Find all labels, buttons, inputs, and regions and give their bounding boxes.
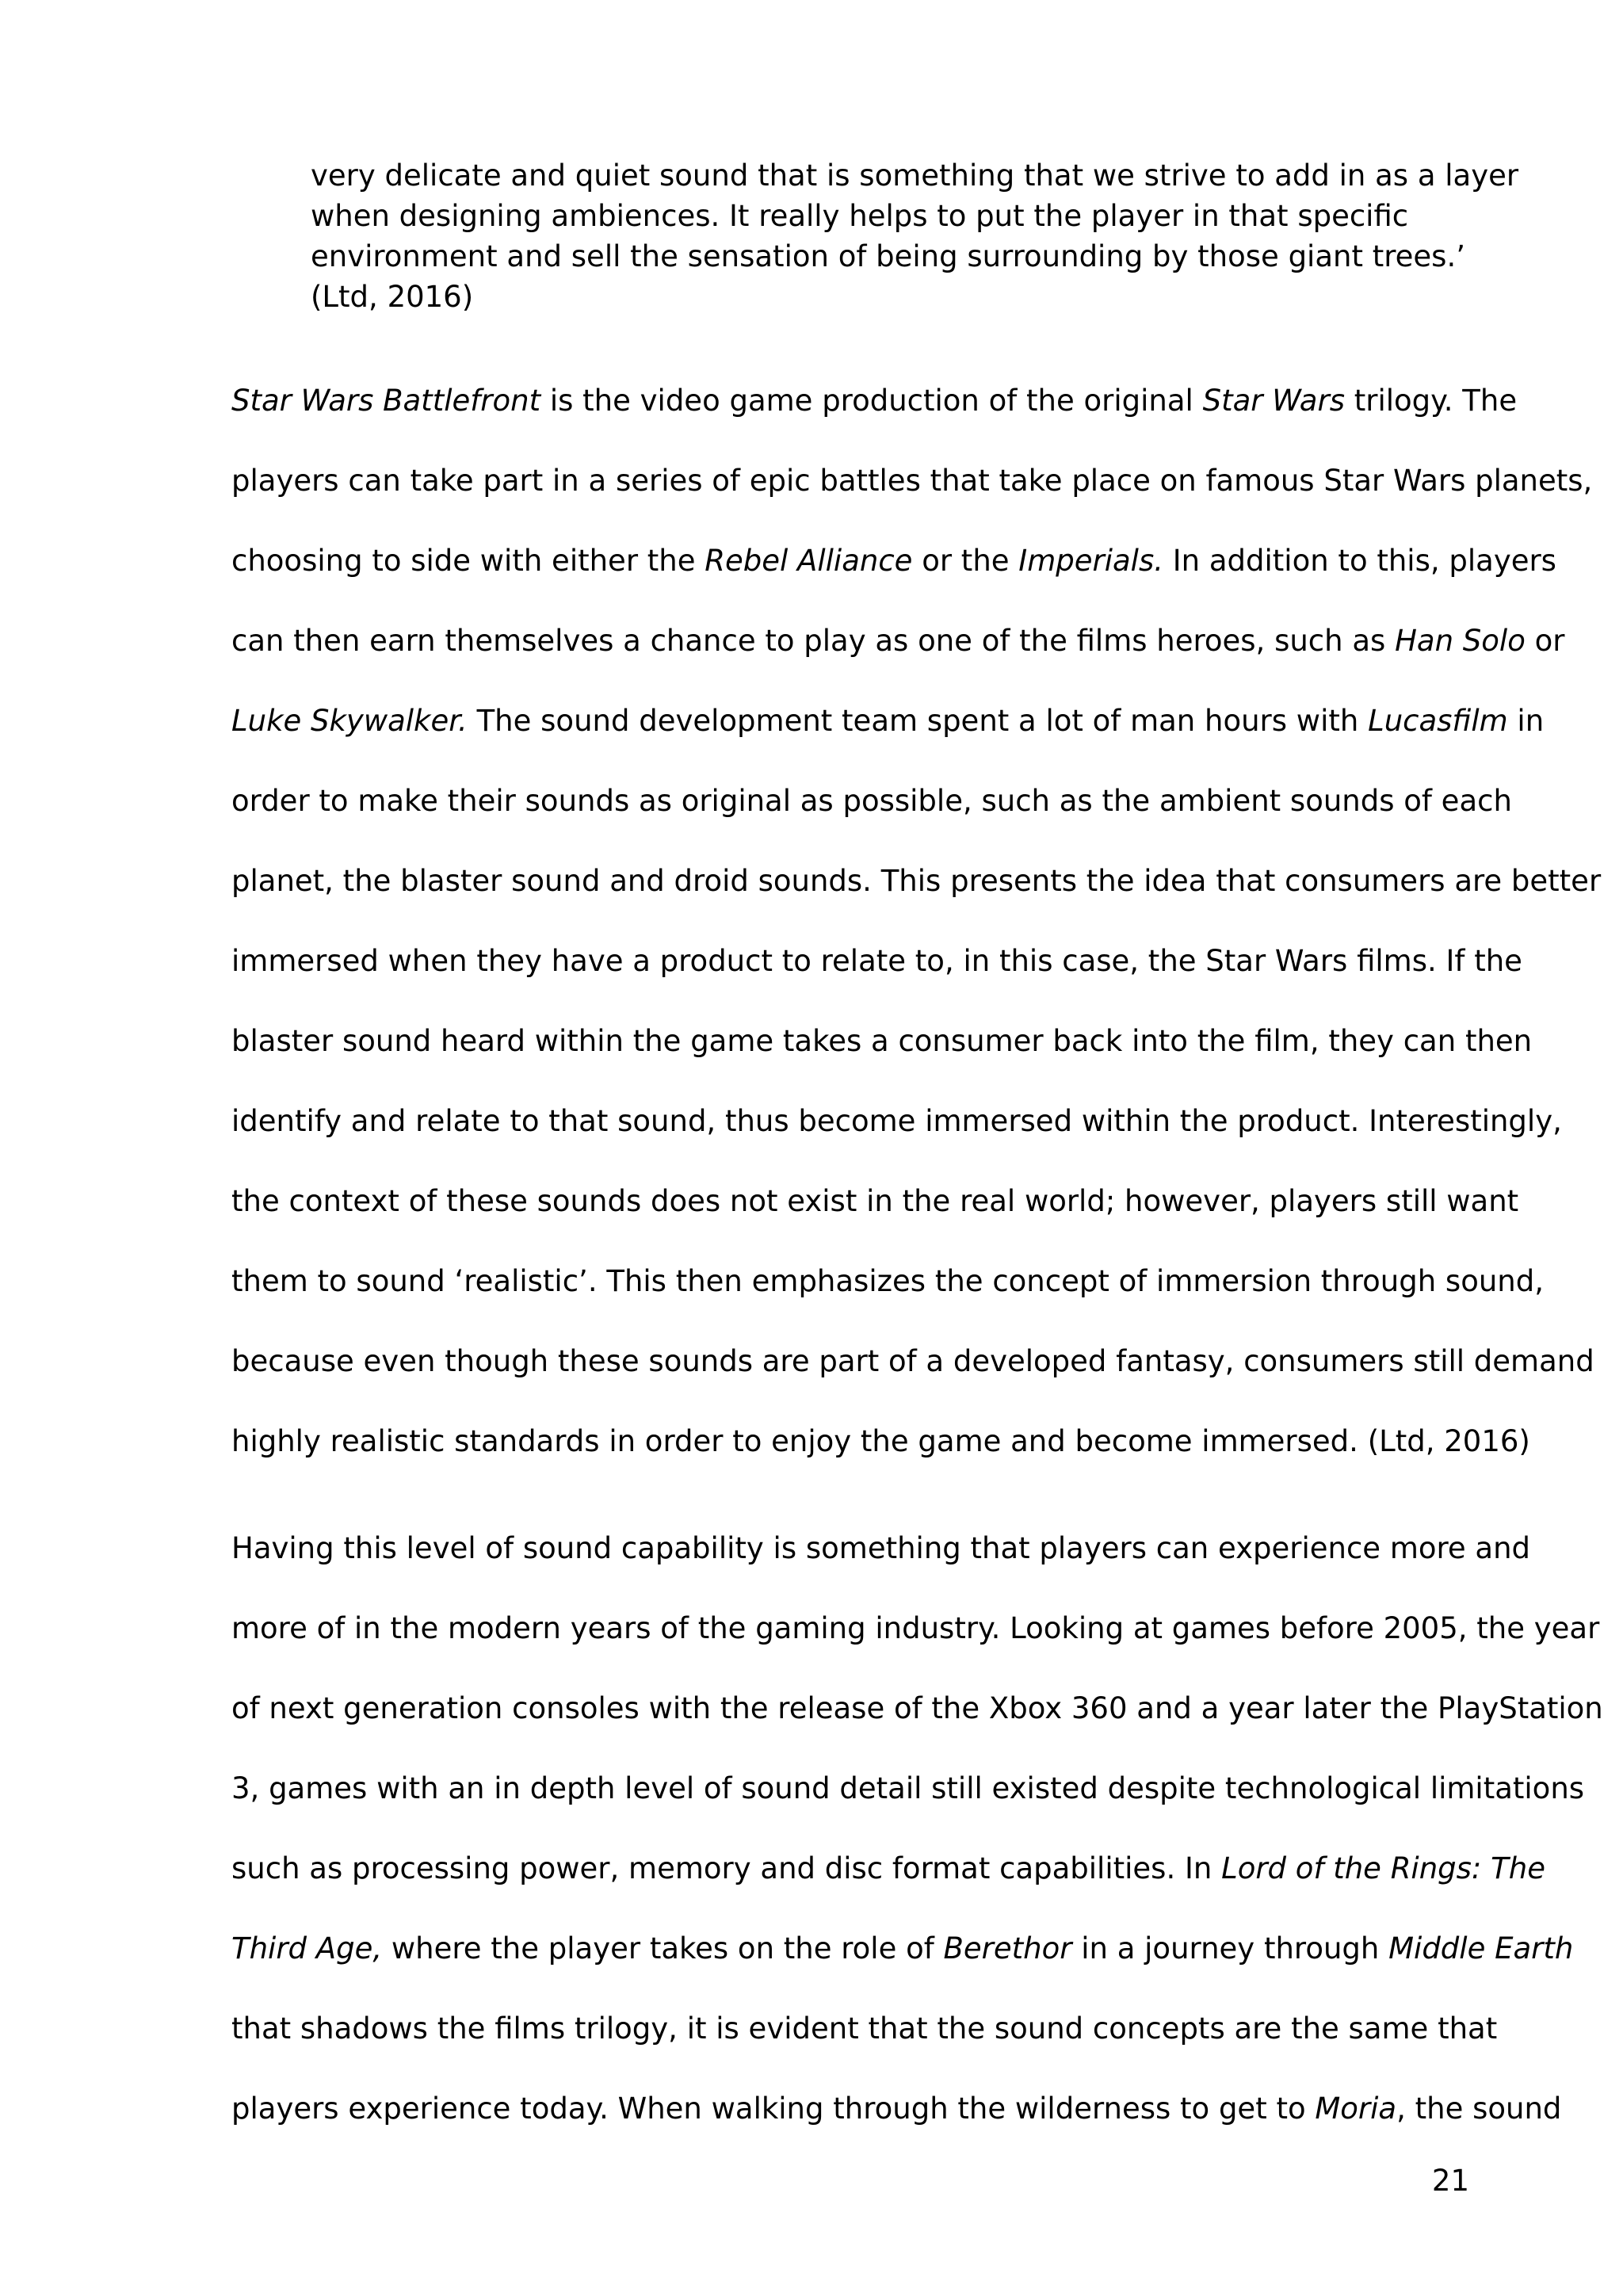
paragraph-line: that shadows the films trilogy, it is evident that the sound concepts are the same that (231, 2011, 1498, 2046)
film-title-italic: Star Wars (1202, 384, 1345, 418)
paragraph-line: identify and relate to that sound, thus become immersed within the product. Interestingly, (231, 1104, 1562, 1138)
character-name-italic: Berethor (943, 1931, 1072, 1966)
paragraph-line: highly realistic standards in order to enjoy the game and become immersed. (Ltd, 2016) (231, 1424, 1530, 1458)
paragraph-line: because even though these sounds are part of a developed fantasy, consumers still demand (231, 1344, 1594, 1378)
paragraph-line: can then earn themselves a chance to play as one of the films heroes, such as Han Solo or (231, 624, 1565, 658)
place-name-italic: Moria (1315, 2092, 1397, 2126)
paragraph-line: immersed when they have a product to relate to, in this case, the Star Wars films. If the (231, 944, 1522, 978)
paragraph-line: Star Wars Battlefront is the video game production of the original Star Wars trilogy. The (231, 384, 1518, 418)
game-title-italic: Star Wars Battlefront (231, 384, 541, 418)
paragraph-line: of next generation consoles with the release of the Xbox 360 and a year later the PlayStation (231, 1691, 1603, 1725)
quote-line: environment and sell the sensation of being surrounding by those giant trees.’ (311, 239, 1465, 273)
quote-citation: (Ltd, 2016) (311, 280, 474, 314)
paragraph-line: more of in the modern years of the gaming industry. Looking at games before 2005, the year (231, 1611, 1600, 1645)
place-name-italic: Middle Earth (1388, 1931, 1574, 1966)
paragraph-line: Third Age, where the player takes on the role of Berethor in a journey through Middle Earth (231, 1931, 1574, 1966)
game-title-italic: Third Age, (231, 1931, 383, 1966)
paragraph-line: blaster sound heard within the game takes a consumer back into the film, they can then (231, 1024, 1533, 1058)
page-number: 21 (1431, 2164, 1469, 2198)
paragraph-line: choosing to side with either the Rebel Alliance or the Imperials. In addition to this, players (231, 544, 1556, 578)
paragraph-line: players can take part in a series of epic battles that take place on famous Star Wars planets, (231, 464, 1593, 498)
paragraph-line: 3, games with an in depth level of sound detail still existed despite technological limitations (231, 1771, 1585, 1805)
character-name-italic: Luke Skywalker. (231, 704, 468, 738)
paragraph-line: Luke Skywalker. The sound development team spent a lot of man hours with Lucasfilm in (231, 704, 1545, 738)
paragraph-line: Having this level of sound capability is something that players can experience more and (231, 1531, 1531, 1565)
paragraph-line: planet, the blaster sound and droid sounds. This presents the idea that consumers are better (231, 864, 1602, 898)
faction-name-italic: Imperials. (1018, 544, 1163, 578)
faction-name-italic: Rebel Alliance (705, 544, 913, 578)
character-name-italic: Han Solo (1395, 624, 1526, 658)
paragraph-line: order to make their sounds as original as possible, such as the ambient sounds of each (231, 784, 1512, 818)
game-title-italic: Lord of the Rings: The (1221, 1851, 1545, 1885)
quote-line: when designing ambiences. It really helps to put the player in that specific (311, 199, 1409, 233)
paragraph-line: them to sound ‘realistic’. This then emphasizes the concept of immersion through sound, (231, 1264, 1544, 1298)
quote-line: very delicate and quiet sound that is something that we strive to add in as a layer (311, 159, 1519, 193)
paragraph-line: players experience today. When walking through the wilderness to get to Moria, the sound (231, 2092, 1562, 2126)
paragraph-line: such as processing power, memory and disc format capabilities. In Lord of the Rings: The (231, 1851, 1545, 1885)
paragraph-line: the context of these sounds does not exist in the real world; however, players still want (231, 1184, 1519, 1218)
company-name-italic: Lucasfilm (1368, 704, 1508, 738)
